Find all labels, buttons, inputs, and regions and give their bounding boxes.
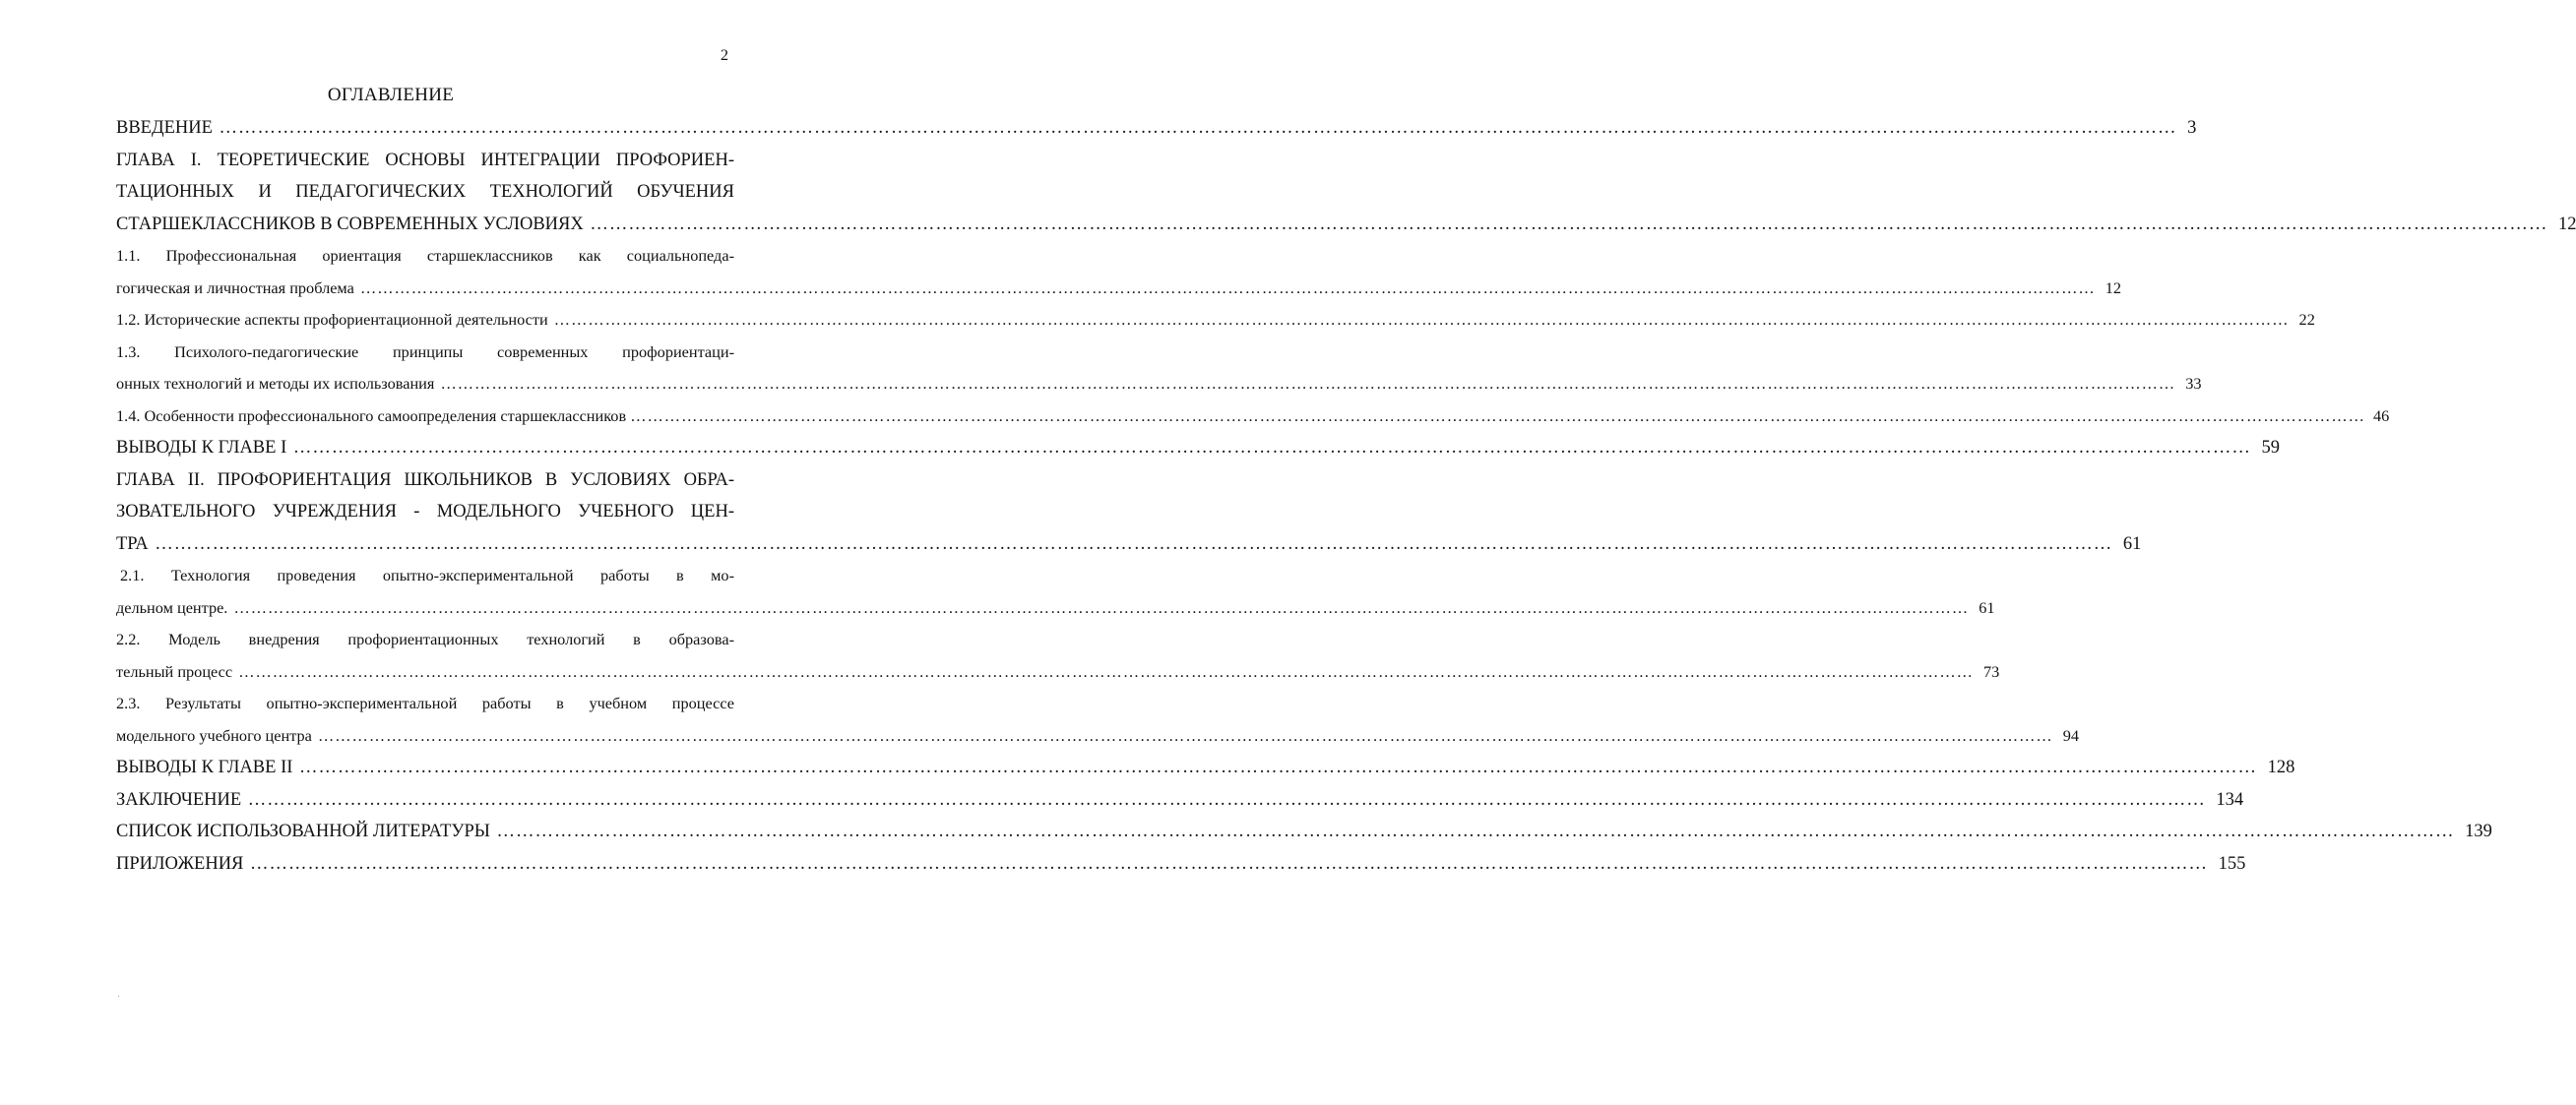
dot-leader: ……………………………………………………………………………………………………………………………………………………………………………………………………………………………………………………………………………… <box>219 118 2177 138</box>
dot-leader: ……………………………………………………………………………………………………………………………………………………………………………………………………………………………………………………………………………… <box>496 822 2455 841</box>
toc-entry-introduction[interactable] <box>116 112 2197 145</box>
table-of-contents <box>116 112 2576 880</box>
toc-page-number: 12 <box>2105 277 2121 297</box>
toc-entry-text: 1.1. Профессиональная ориентация старшеклассников как социальнопеда- <box>116 246 734 265</box>
toc-entry-section-1-1[interactable] <box>116 240 2121 304</box>
toc-entry-text: 2.3. Результаты опытно-экспериментальной работы в учебном процессе <box>116 694 734 712</box>
toc-entry-chapter-1[interactable] <box>116 145 2576 241</box>
toc-entry-chapter-2[interactable] <box>116 464 2142 561</box>
toc-entry-text: дельном центре. <box>116 597 228 617</box>
toc-entry-text: ВЫВОДЫ К ГЛАВЕ II <box>116 758 293 777</box>
toc-page-number: 12 <box>2557 214 2576 234</box>
dot-leader: ……………………………………………………………………………………………………………………………………………………………………………………………………………………………………………………………………………… <box>238 661 1974 681</box>
toc-entry-text: 1.4. Особенности профессионального самоопределения старшеклассников <box>116 405 627 425</box>
toc-entry-section-1-4[interactable] <box>116 400 2390 433</box>
toc-entry-text: ВЫВОДЫ К ГЛАВЕ I <box>116 438 287 458</box>
toc-page-number: 46 <box>2372 405 2390 425</box>
dot-leader: ……………………………………………………………………………………………………………………………………………………………………………………………………………………………………………………………………………… <box>317 725 2053 745</box>
dot-leader: ……………………………………………………………………………………………………………………………………………………………………………………………………………………………………………………………………………… <box>299 758 2258 777</box>
dot-leader: ……………………………………………………………………………………………………………………………………………………………………………………………………………………………………………………………………………… <box>233 597 1970 617</box>
toc-entry-conclusions-chapter-2[interactable] <box>116 752 2295 784</box>
toc-entry-text: ЗОВАТЕЛЬНОГО УЧРЕЖДЕНИЯ - МОДЕЛЬНОГО УЧЕБНОГО ЦЕН- <box>116 502 734 522</box>
toc-entry-conclusion[interactable] <box>116 784 2244 817</box>
toc-entry-appendices[interactable] <box>116 848 2246 881</box>
toc-entry-text: гогическая и личностная проблема <box>116 277 354 297</box>
toc-page-number: 94 <box>2062 725 2080 745</box>
dot-leader: ……………………………………………………………………………………………………………………………………………………………………………………………………………………………………………………………………………… <box>590 214 2548 234</box>
toc-entry-text: 1.3. Психолого-педагогические принципы современных профориентаци- <box>116 341 734 361</box>
dot-leader: ……………………………………………………………………………………………………………………………………………………………………………………………………………………………………………………………………………… <box>155 533 2113 554</box>
toc-page-number: 139 <box>2465 822 2492 841</box>
toc-entry-text: СТАРШЕКЛАССНИКОВ В СОВРЕМЕННЫХ УСЛОВИЯХ <box>116 214 584 234</box>
toc-page-number: 155 <box>2218 853 2246 874</box>
toc-entry-section-2-2[interactable] <box>116 624 2000 688</box>
page-number: 2 <box>721 47 728 64</box>
toc-page-number: 61 <box>1979 597 1995 617</box>
toc-page-number: 22 <box>2298 310 2315 329</box>
dot-leader: ……………………………………………………………………………………………………………………………………………………………………………………………………………………………………………………………………………… <box>440 374 2176 393</box>
scan-speck <box>118 996 119 997</box>
toc-title: ОГЛАВЛЕНИЕ <box>327 85 455 105</box>
toc-entry-text: 2.1. Технология проведения опытно-экспериментальной работы в мо- <box>120 566 734 584</box>
toc-entry-text: модельного учебного центра <box>116 725 312 745</box>
toc-page-number: 3 <box>2187 118 2197 138</box>
toc-entry-conclusions-chapter-1[interactable] <box>116 432 2280 464</box>
toc-page-number: 61 <box>2122 533 2142 554</box>
toc-page-number: 59 <box>2261 438 2280 458</box>
dot-leader: ……………………………………………………………………………………………………………………………………………………………………………………………………………………………………………………………………………… <box>553 310 2290 329</box>
toc-entry-references[interactable] <box>116 816 2492 848</box>
toc-page-number: 73 <box>1982 661 2000 681</box>
toc-entry-section-2-1[interactable] <box>116 560 1995 624</box>
toc-page-number: 33 <box>2185 374 2202 393</box>
toc-entry-text: 2.2. Модель внедрения профориентационных технологий в образова- <box>116 630 734 648</box>
toc-entry-section-1-2[interactable] <box>116 304 2315 337</box>
toc-page-number: 128 <box>2267 758 2295 777</box>
toc-entry-section-1-3[interactable] <box>116 337 2202 400</box>
toc-entry-text: ЗАКЛЮЧЕНИЕ <box>116 789 242 810</box>
dot-leader: ……………………………………………………………………………………………………………………………………………………………………………………………………………………………………………………………………………… <box>250 853 2209 874</box>
dot-leader: ……………………………………………………………………………………………………………………………………………………………………………………………………………………………………………………………………………… <box>630 405 2365 425</box>
toc-entry-text: ВВЕДЕНИЕ <box>116 118 213 138</box>
toc-entry-text: ГЛАВА I. ТЕОРЕТИЧЕСКИЕ ОСНОВЫ ИНТЕГРАЦИИ ПРОФОРИЕН- <box>116 150 734 170</box>
toc-entry-text: ТАЦИОННЫХ И ПЕДАГОГИЧЕСКИХ ТЕХНОЛОГИЙ ОБУЧЕНИЯ <box>116 182 734 202</box>
toc-entry-text: онных технологий и методы их использования <box>116 374 435 393</box>
toc-entry-text: 1.2. Исторические аспекты профориентационной деятельности <box>116 310 548 329</box>
toc-entry-text: ГЛАВА II. ПРОФОРИЕНТАЦИЯ ШКОЛЬНИКОВ В УСЛОВИЯХ ОБРА- <box>116 469 734 490</box>
toc-entry-section-2-3[interactable] <box>116 688 2080 752</box>
toc-entry-text: ТРА <box>116 533 149 554</box>
toc-entry-text: ПРИЛОЖЕНИЯ <box>116 853 244 874</box>
dot-leader: ……………………………………………………………………………………………………………………………………………………………………………………………………………………………………………………………………………… <box>292 438 2251 458</box>
dot-leader: ……………………………………………………………………………………………………………………………………………………………………………………………………………………………………………………………………………… <box>247 789 2206 810</box>
toc-entry-text: тельный процесс <box>116 661 233 681</box>
toc-page-number: 134 <box>2216 789 2244 810</box>
dot-leader: ……………………………………………………………………………………………………………………………………………………………………………………………………………………………………………………………………………… <box>359 277 2096 297</box>
toc-entry-text: СПИСОК ИСПОЛЬЗОВАННОЙ ЛИТЕРАТУРЫ <box>116 822 490 841</box>
